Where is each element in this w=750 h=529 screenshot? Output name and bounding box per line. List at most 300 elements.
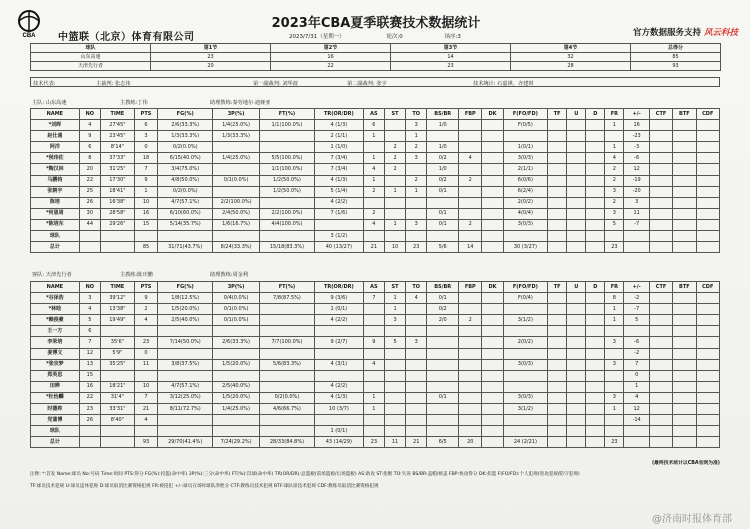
stat-cell — [503, 426, 548, 437]
stat-cell: 6/15(40.0%) — [158, 153, 213, 164]
stat-cell — [586, 164, 605, 175]
stat-cell — [259, 370, 314, 381]
stat-cell: 9 (3/6) — [315, 293, 364, 304]
score-header-cell: 第2节 — [271, 44, 391, 53]
stat-cell — [384, 120, 405, 131]
stat-cell — [482, 242, 503, 253]
stat-cell — [548, 437, 567, 448]
stat-cell: 2 — [605, 175, 624, 186]
stats-header-cell: BTF — [673, 282, 696, 293]
stat-cell: 15/18(83.3%) — [259, 242, 314, 253]
stat-cell: 24 (2/21) — [503, 437, 548, 448]
stat-cell: 4/4(100.0%) — [259, 219, 314, 230]
stat-cell: 25 — [79, 186, 100, 197]
score-row — [31, 53, 721, 62]
stat-cell — [649, 219, 672, 230]
stat-cell — [406, 381, 427, 392]
organization-name: 中篮联（北京）体育有限公司 — [58, 32, 195, 43]
stat-cell: 23 — [605, 437, 624, 448]
stat-cell — [696, 370, 720, 381]
stat-cell — [363, 315, 384, 326]
stat-cell: 9 — [134, 293, 157, 304]
stat-cell — [482, 381, 503, 392]
stat-cell — [100, 231, 134, 242]
stat-cell — [482, 293, 503, 304]
stat-cell: 27'45" — [100, 120, 134, 131]
stat-cell — [605, 326, 624, 337]
stat-cell: 31'25" — [100, 164, 134, 175]
stat-cell: 1 — [624, 381, 649, 392]
stat-cell — [548, 219, 567, 230]
stat-cell: 6/10(60.0%) — [158, 208, 213, 219]
player-name: *陈培东 — [31, 219, 80, 230]
stat-cell — [384, 231, 405, 242]
stat-cell: 3 — [406, 337, 427, 348]
stat-cell — [649, 415, 672, 426]
stat-cell: 6 — [134, 120, 157, 131]
stat-cell — [567, 304, 586, 315]
stat-cell — [673, 392, 696, 403]
stat-cell — [427, 337, 459, 348]
stats-header-cell: NAME — [31, 282, 80, 293]
score-cell: 天津先行者 — [31, 62, 151, 71]
stat-cell: 4 — [363, 219, 384, 230]
stat-cell — [503, 304, 548, 315]
stat-cell: 4 — [605, 153, 624, 164]
stat-cell: 21 — [134, 404, 157, 415]
stat-cell — [100, 426, 134, 437]
score-header-cell: 球队 — [31, 44, 151, 53]
stat-cell — [158, 426, 213, 437]
stat-cell — [427, 231, 459, 242]
stat-cell — [363, 426, 384, 437]
stats-header-cell: PTS — [134, 109, 157, 120]
stat-cell: 1/4(25.0%) — [213, 120, 260, 131]
score-cell: 93 — [631, 62, 721, 71]
stats-header-cell: NO — [79, 109, 100, 120]
stat-cell — [673, 186, 696, 197]
stat-cell — [384, 197, 405, 208]
stat-cell: 8 — [605, 293, 624, 304]
score-header-cell: 第1节 — [151, 44, 271, 53]
player-row — [31, 348, 720, 359]
score-row — [31, 62, 721, 71]
stat-cell: 1 — [384, 219, 405, 230]
stat-cell — [482, 404, 503, 415]
stat-cell — [548, 131, 567, 142]
stat-cell — [406, 197, 427, 208]
stat-cell: 1/5(20.0%) — [213, 392, 260, 403]
stat-cell: 23 — [79, 404, 100, 415]
stats-header-cell: CTF — [649, 109, 672, 120]
stat-cell — [213, 142, 260, 153]
stat-cell — [673, 337, 696, 348]
player-row — [31, 231, 720, 242]
stat-cell — [459, 231, 482, 242]
stats-header-cell: FG(%) — [158, 282, 213, 293]
stat-cell: 4/7(57.1%) — [158, 381, 213, 392]
stat-cell — [586, 175, 605, 186]
stat-cell: 14 — [459, 242, 482, 253]
stat-cell — [567, 348, 586, 359]
player-row — [31, 370, 720, 381]
stat-cell — [649, 164, 672, 175]
stat-cell — [548, 142, 567, 153]
stat-cell: 2 — [363, 208, 384, 219]
stat-cell: 1 — [605, 120, 624, 131]
stats-header-cell: DK — [482, 109, 503, 120]
stat-cell — [548, 242, 567, 253]
stat-cell — [158, 231, 213, 242]
stat-cell: 30 — [79, 208, 100, 219]
stat-cell — [427, 359, 459, 370]
player-name: 马鹏钧 — [31, 175, 80, 186]
stat-cell — [673, 120, 696, 131]
score-cell: 16 — [271, 53, 391, 62]
stat-cell — [482, 415, 503, 426]
stat-cell — [482, 370, 503, 381]
stat-cell: 3 — [406, 120, 427, 131]
stat-cell: 3 — [605, 186, 624, 197]
stat-cell: 4 — [363, 164, 384, 175]
stats-header-cell: AS — [363, 282, 384, 293]
stat-cell: 2 — [459, 219, 482, 230]
stat-cell — [548, 197, 567, 208]
stat-cell — [482, 208, 503, 219]
stat-cell: 28/33(84.8%) — [259, 437, 314, 448]
stats-header-cell: FT(%) — [259, 282, 314, 293]
stat-cell — [548, 381, 567, 392]
stat-cell: 2(1/1) — [503, 164, 548, 175]
stat-cell — [696, 348, 720, 359]
stat-cell — [363, 370, 384, 381]
score-header-cell: 第4节 — [511, 44, 631, 53]
stat-cell: 2/4(50.0%) — [213, 208, 260, 219]
stat-cell — [696, 197, 720, 208]
stat-cell — [649, 231, 672, 242]
stat-cell: 0/2(0.0%) — [259, 392, 314, 403]
stat-cell — [649, 175, 672, 186]
stat-cell: 3 (1/2) — [315, 231, 364, 242]
stats-header-cell: CTF — [649, 282, 672, 293]
stats-header-cell: FBP — [459, 282, 482, 293]
stat-cell — [482, 337, 503, 348]
stat-cell — [605, 348, 624, 359]
stat-cell: 17'30" — [100, 175, 134, 186]
stat-cell: 10 (3/7) — [315, 404, 364, 415]
stat-cell: 15 — [79, 370, 100, 381]
stat-cell — [427, 426, 459, 437]
stat-cell — [586, 370, 605, 381]
stat-cell: 7 — [79, 337, 100, 348]
stat-cell — [482, 175, 503, 186]
stat-cell — [673, 304, 696, 315]
stat-cell: 1 (0/1) — [315, 304, 364, 315]
stat-cell — [427, 348, 459, 359]
stat-cell: 1 — [605, 142, 624, 153]
stat-cell — [586, 208, 605, 219]
stat-cell: 4/6(66.7%) — [259, 404, 314, 415]
stat-cell — [482, 219, 503, 230]
stat-cell: 3(0/3) — [503, 359, 548, 370]
player-row — [31, 153, 720, 164]
stat-cell — [384, 326, 405, 337]
stat-cell: 7/8(87.5%) — [259, 293, 314, 304]
stat-cell — [696, 153, 720, 164]
stat-cell — [567, 208, 586, 219]
player-row — [31, 208, 720, 219]
stat-cell — [567, 219, 586, 230]
stats-header-cell: +/- — [624, 282, 649, 293]
player-row — [31, 415, 720, 426]
stat-cell: 1 — [363, 153, 384, 164]
stat-cell — [384, 175, 405, 186]
stat-cell — [363, 326, 384, 337]
player-row — [31, 337, 720, 348]
stat-cell — [696, 315, 720, 326]
player-row — [31, 392, 720, 403]
stat-cell — [406, 164, 427, 175]
stat-cell — [213, 348, 260, 359]
stat-cell: 4 — [134, 315, 157, 326]
stat-cell — [548, 326, 567, 337]
away-assistant-coach: 助理教练:周金利 — [210, 272, 249, 278]
stats-header-cell: CDF — [696, 282, 720, 293]
stat-cell — [482, 359, 503, 370]
stat-cell — [696, 415, 720, 426]
stat-cell: 7 — [134, 392, 157, 403]
player-name: 李荣培 — [31, 337, 80, 348]
stat-cell: 3 — [384, 315, 405, 326]
stat-cell: 4 — [134, 415, 157, 426]
stat-cell — [482, 131, 503, 142]
stat-cell — [459, 337, 482, 348]
stat-cell — [649, 348, 672, 359]
stat-cell: 5 (1/4) — [315, 186, 364, 197]
stat-cell — [649, 131, 672, 142]
stat-cell — [673, 293, 696, 304]
stat-cell: 1 — [363, 404, 384, 415]
player-row — [31, 186, 720, 197]
stat-cell: 3 — [605, 392, 624, 403]
stat-cell — [548, 415, 567, 426]
stat-cell: 3 — [605, 359, 624, 370]
stats-header-cell: PTS — [134, 282, 157, 293]
stat-cell — [605, 415, 624, 426]
stat-cell: 0/2 — [427, 304, 459, 315]
stat-cell — [213, 164, 260, 175]
stat-cell — [427, 415, 459, 426]
stat-cell: 2 (1/1) — [315, 131, 364, 142]
stat-cell: 8/24(33.3%) — [213, 242, 260, 253]
stat-cell: 5/5(100.0%) — [259, 153, 314, 164]
stat-cell: 1/2(50.0%) — [259, 175, 314, 186]
stat-cell — [406, 348, 427, 359]
stat-cell — [259, 426, 314, 437]
stat-cell: 3 — [624, 197, 649, 208]
stat-cell — [482, 392, 503, 403]
player-row — [31, 304, 720, 315]
stat-cell — [696, 381, 720, 392]
stat-cell — [503, 381, 548, 392]
stat-cell: 29'26" — [100, 219, 134, 230]
stat-cell: 37'33" — [100, 153, 134, 164]
stats-header-cell: FBP — [459, 109, 482, 120]
stat-cell: 2/2(100.0%) — [213, 197, 260, 208]
stat-cell — [586, 304, 605, 315]
stat-cell — [384, 392, 405, 403]
stat-cell: 2/5(40.0%) — [213, 381, 260, 392]
stat-cell — [548, 175, 567, 186]
stat-cell — [134, 370, 157, 381]
stat-cell: 7 (1/6) — [315, 208, 364, 219]
stat-cell: 2 — [134, 304, 157, 315]
stat-cell — [406, 370, 427, 381]
stat-cell — [673, 219, 696, 230]
stat-cell: 3 — [134, 131, 157, 142]
stat-cell: 1 — [363, 392, 384, 403]
stat-cell — [548, 348, 567, 359]
stat-cell — [649, 197, 672, 208]
stat-cell — [567, 293, 586, 304]
first-referee: 第一副裁判: 刘华波 — [253, 81, 298, 87]
stat-cell: 26 — [79, 415, 100, 426]
stat-cell — [567, 337, 586, 348]
stat-cell: 3(0/3) — [503, 219, 548, 230]
stat-cell — [673, 426, 696, 437]
stat-cell: 7 — [624, 359, 649, 370]
stat-cell: 1 — [406, 131, 427, 142]
stat-cell — [459, 142, 482, 153]
stat-cell — [459, 293, 482, 304]
stats-header-cell: BS/BR — [427, 109, 459, 120]
stat-cell: 93 — [134, 437, 157, 448]
stats-header-cell: ST — [384, 109, 405, 120]
away-team-header — [30, 269, 720, 279]
stat-cell — [586, 404, 605, 415]
stat-cell: 2 — [406, 142, 427, 153]
stat-cell — [696, 164, 720, 175]
stat-cell — [384, 359, 405, 370]
stat-cell — [548, 359, 567, 370]
stat-cell — [649, 315, 672, 326]
stat-cell — [649, 359, 672, 370]
stat-cell: 1 (0/1) — [315, 426, 364, 437]
stat-cell — [673, 415, 696, 426]
stat-cell: -14 — [624, 415, 649, 426]
stat-cell — [673, 197, 696, 208]
player-row — [31, 219, 720, 230]
stat-cell: 1 — [363, 131, 384, 142]
legend-line-1: 注释: *:首发 Name:球员 No:号码 Time:时间 PTS:得分 FG(%):投篮(命中率) 3P(%):三分(命中率) FT(%):罚球(命中率) TR(OR/DR):总篮板(前场篮板/后场篮板) AS:助攻 ST:抢断 TO:失误 BS/BR:盖帽/被盖 FBP:快攻得分 DK:扣篮 F(FO/FD):个人犯规(进攻犯规/防守犯规) — [30, 472, 580, 477]
stat-cell: 2/5(40.0%) — [158, 315, 213, 326]
stat-cell: 16 — [624, 120, 649, 131]
stat-cell — [482, 315, 503, 326]
stat-cell: 0/2 — [427, 153, 459, 164]
player-name: 党蒲博 — [31, 415, 80, 426]
player-name: *杜怡麟 — [31, 392, 80, 403]
stat-cell — [363, 381, 384, 392]
stat-cell — [459, 381, 482, 392]
player-name: *陶汉林 — [31, 164, 80, 175]
game-date: 2023/7/31（星期一） — [289, 34, 345, 40]
stat-cell: 3 — [406, 153, 427, 164]
stat-cell: 8'40" — [100, 415, 134, 426]
tech-label: 技术代表: — [33, 81, 56, 87]
game-round: 轮次:0 — [386, 34, 403, 40]
player-row — [31, 175, 720, 186]
stat-cell — [459, 370, 482, 381]
stat-cell — [586, 153, 605, 164]
stats-header-cell: D — [586, 109, 605, 120]
stat-cell — [567, 437, 586, 448]
stat-cell: 5/14(35.7%) — [158, 219, 213, 230]
stat-cell: 4 (1/3) — [315, 175, 364, 186]
stat-cell: 39'12" — [100, 293, 134, 304]
stat-cell — [459, 208, 482, 219]
player-name: 田晔 — [31, 381, 80, 392]
player-name: 球队 — [31, 426, 80, 437]
stat-cell — [649, 404, 672, 415]
score-cell: 28 — [511, 62, 631, 71]
stat-cell — [649, 370, 672, 381]
player-name: *何恩周 — [31, 208, 80, 219]
stat-cell — [548, 304, 567, 315]
stat-cell — [503, 231, 548, 242]
stat-cell: 3(0/3) — [503, 153, 548, 164]
stat-cell — [696, 131, 720, 142]
stats-header-cell: TR(OR/DR) — [315, 109, 364, 120]
stat-cell — [363, 197, 384, 208]
stat-cell: 44 — [79, 219, 100, 230]
stat-cell — [673, 437, 696, 448]
stat-cell — [567, 415, 586, 426]
stat-cell — [586, 142, 605, 153]
stat-cell — [649, 293, 672, 304]
player-name: 姜博文 — [31, 348, 80, 359]
stat-cell — [696, 242, 720, 253]
stat-cell: 16 — [79, 381, 100, 392]
stat-cell — [213, 415, 260, 426]
stat-cell — [586, 426, 605, 437]
stat-cell — [548, 404, 567, 415]
stat-cell — [567, 186, 586, 197]
stats-header-cell: FR — [605, 282, 624, 293]
stat-cell: 1 (1/0) — [315, 142, 364, 153]
stat-cell: 2 — [384, 153, 405, 164]
stat-cell — [586, 326, 605, 337]
stat-cell — [482, 186, 503, 197]
stat-cell: 9 (2/7) — [315, 337, 364, 348]
stats-header-cell: 3P(%) — [213, 282, 260, 293]
player-row — [31, 242, 720, 253]
stat-cell — [649, 392, 672, 403]
player-row — [31, 315, 720, 326]
player-row — [31, 120, 720, 131]
player-name: 郑英思 — [31, 370, 80, 381]
stat-cell — [459, 164, 482, 175]
stat-cell — [503, 415, 548, 426]
stats-header-cell: BTF — [673, 109, 696, 120]
stat-cell: 4 — [363, 359, 384, 370]
stats-header-cell: TF — [548, 282, 567, 293]
stat-cell — [567, 315, 586, 326]
stat-cell: 22 — [79, 392, 100, 403]
home-coach: 主教练:丁伟 — [120, 100, 148, 106]
stats-header-cell: NAME — [31, 109, 80, 120]
stat-cell: 0/1 — [427, 186, 459, 197]
stats-header-cell: ST — [384, 282, 405, 293]
